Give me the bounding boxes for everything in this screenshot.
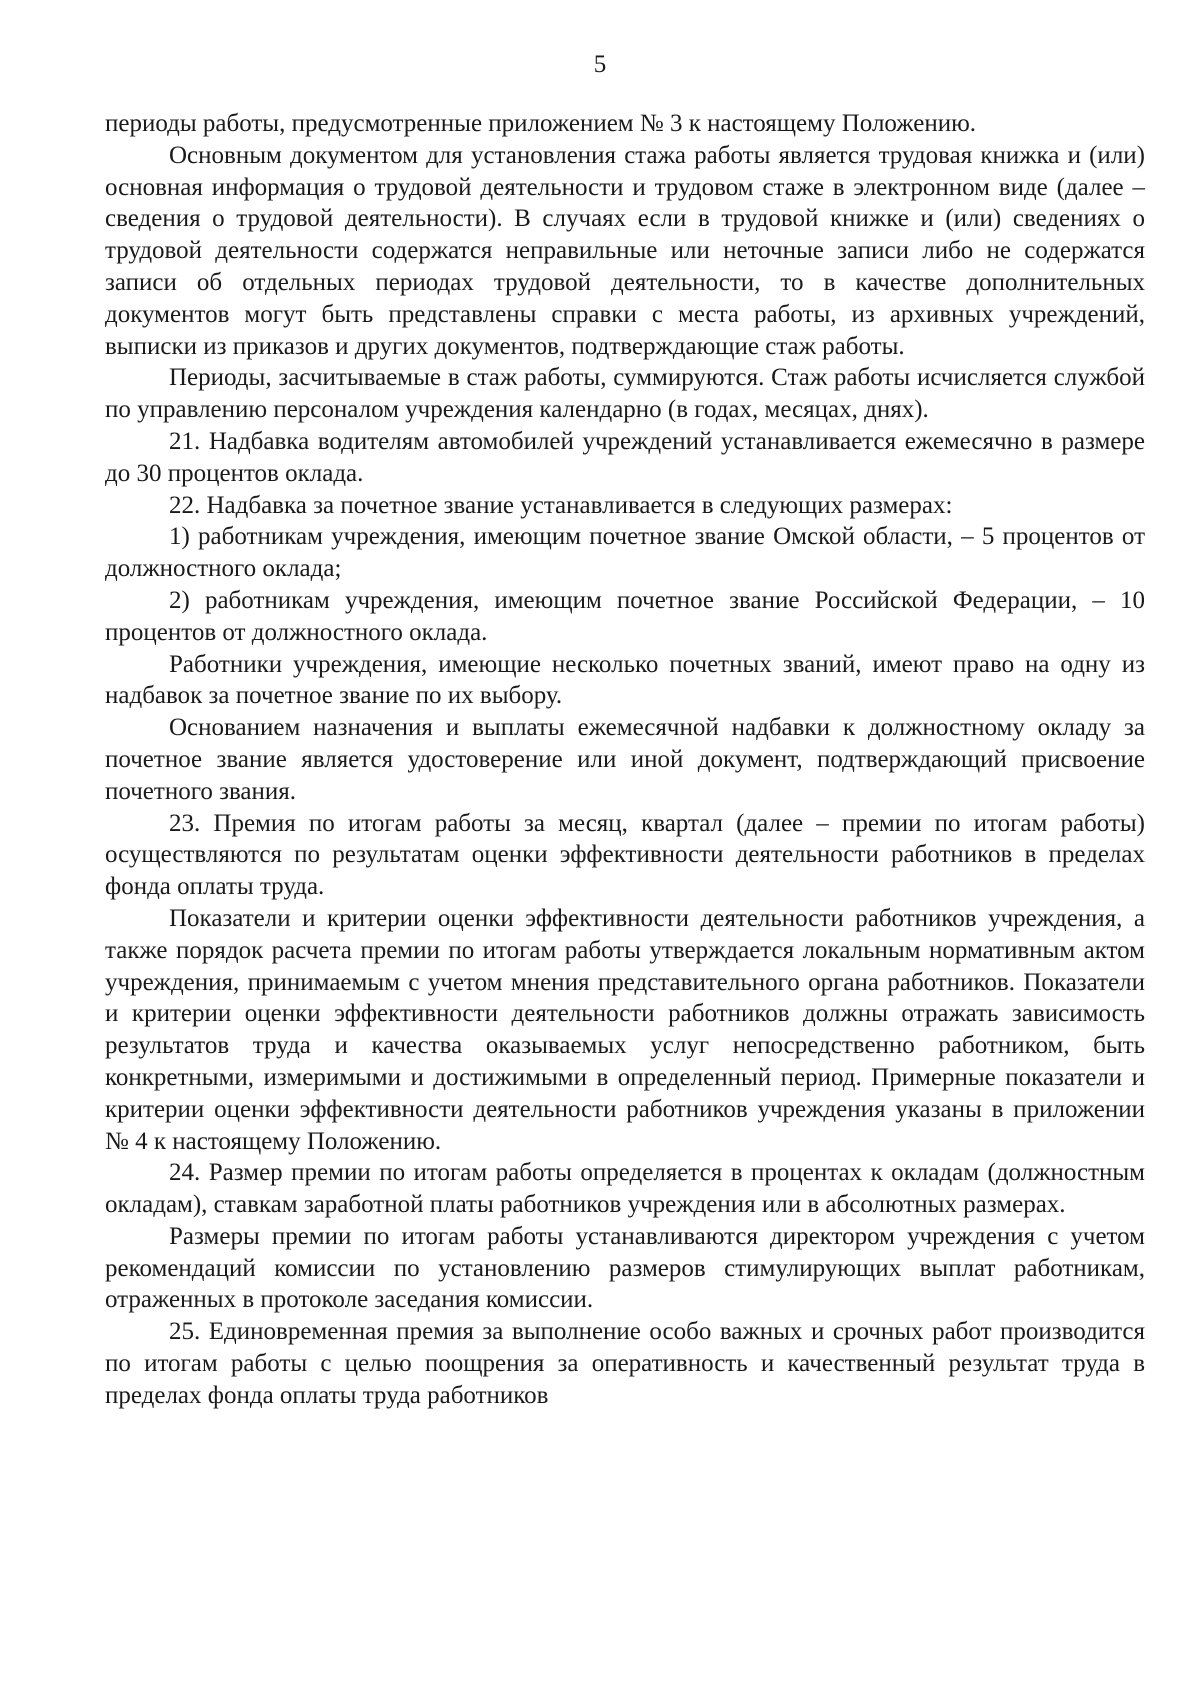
paragraph-item-21: 21. Надбавка водителям автомобилей учреждений устанавливается ежемесячно в размере до 30 процентов оклада. (105, 427, 1145, 487)
paragraph-indicators: Показатели и критерии оценки эффективности деятельности работников учреждения, а также порядок расчета премии по итогам работы утверждается локальным нормативным актом учреждения, принимаемым с учетом мнения представительного органа работников. Показатели и критерии оценки эффективности деятельности работников должны отражать зависимость результатов труда и качества оказываемых услуг непосредственно работником, быть конкретными, измеримыми и достижимыми в определенный период. Примерные показатели и критерии оценки эффективности деятельности работников учреждения указаны в приложении № 4 к настоящему Положению. (105, 904, 1145, 1155)
paragraph-main-document: Основным документом для установления стажа работы является трудовая книжка и (или) основная информация о трудовой деятельности и трудовом стаже в электронном виде (далее – сведения о трудовой деятельности). В случаях если в трудовой книжке и (или) сведениях о трудовой деятельности содержатся неправильные или неточные записи либо не содержатся записи об отдельных периодах трудовой деятельности, то в качестве дополнительных документов могут быть представлены справки с места работы, из архивных учреждений, выписки из приказов и других документов, подтверждающие стаж работы. (105, 141, 1145, 360)
paragraph-item-25: 25. Единовременная премия за выполнение особо важных и срочных работ производится по итогам работы с целью поощрения за оперативность и качественный результат труда в пределах фонда оплаты труда работников (105, 1318, 1145, 1409)
document-body (105, 108, 1145, 1412)
paragraph-item-22: 22. Надбавка за почетное звание устанавливается в следующих размерах: (169, 491, 953, 519)
paragraph-basis: Основанием назначения и выплаты ежемесячной надбавки к должностному окладу за почетное звание является удостоверение или иной документ, подтверждающий присвоение почетного звания. (105, 714, 1145, 805)
page-number: 5 (593, 51, 607, 78)
paragraph-periods: Периоды, засчитываемые в стаж работы, суммируются. Стаж работы исчисляется службой по управлению персоналом учреждения календарно (в годах, месяцах, днях). (105, 364, 1145, 424)
paragraph-multiple-titles: Работники учреждения, имеющие несколько почетных званий, имеют право на одну из надбавок за почетное звание по их выбору. (105, 650, 1145, 710)
paragraph-continuation: периоды работы, предусмотренные приложением № 3 к настоящему Положению. (105, 110, 977, 137)
paragraph-item-24: 24. Размер премии по итогам работы определяется в процентах к окладам (должностным окладам), ставкам заработной платы работников учреждения или в абсолютных размерах. (105, 1159, 1145, 1219)
paragraph-item-23: 23. Премия по итогам работы за месяц, квартал (далее – премии по итогам работы) осуществляются по результатам оценки эффективности деятельности работников в пределах фонда оплаты труда. (105, 809, 1145, 901)
paragraph-item-22-2: 2) работникам учреждения, имеющим почетное звание Российской Федерации, – 10 процентов от должностного оклада. (105, 586, 1145, 646)
paragraph-item-22-1: 1) работникам учреждения, имеющим почетное звание Омской области, – 5 процентов от должностного оклада; (105, 523, 1145, 583)
paragraph-bonus-sizes: Размеры премии по итогам работы устанавливаются директором учреждения с учетом рекомендаций комиссии по установлению размеров стимулирующих выплат работникам, отраженных в протоколе заседания комиссии. (105, 1222, 1145, 1314)
